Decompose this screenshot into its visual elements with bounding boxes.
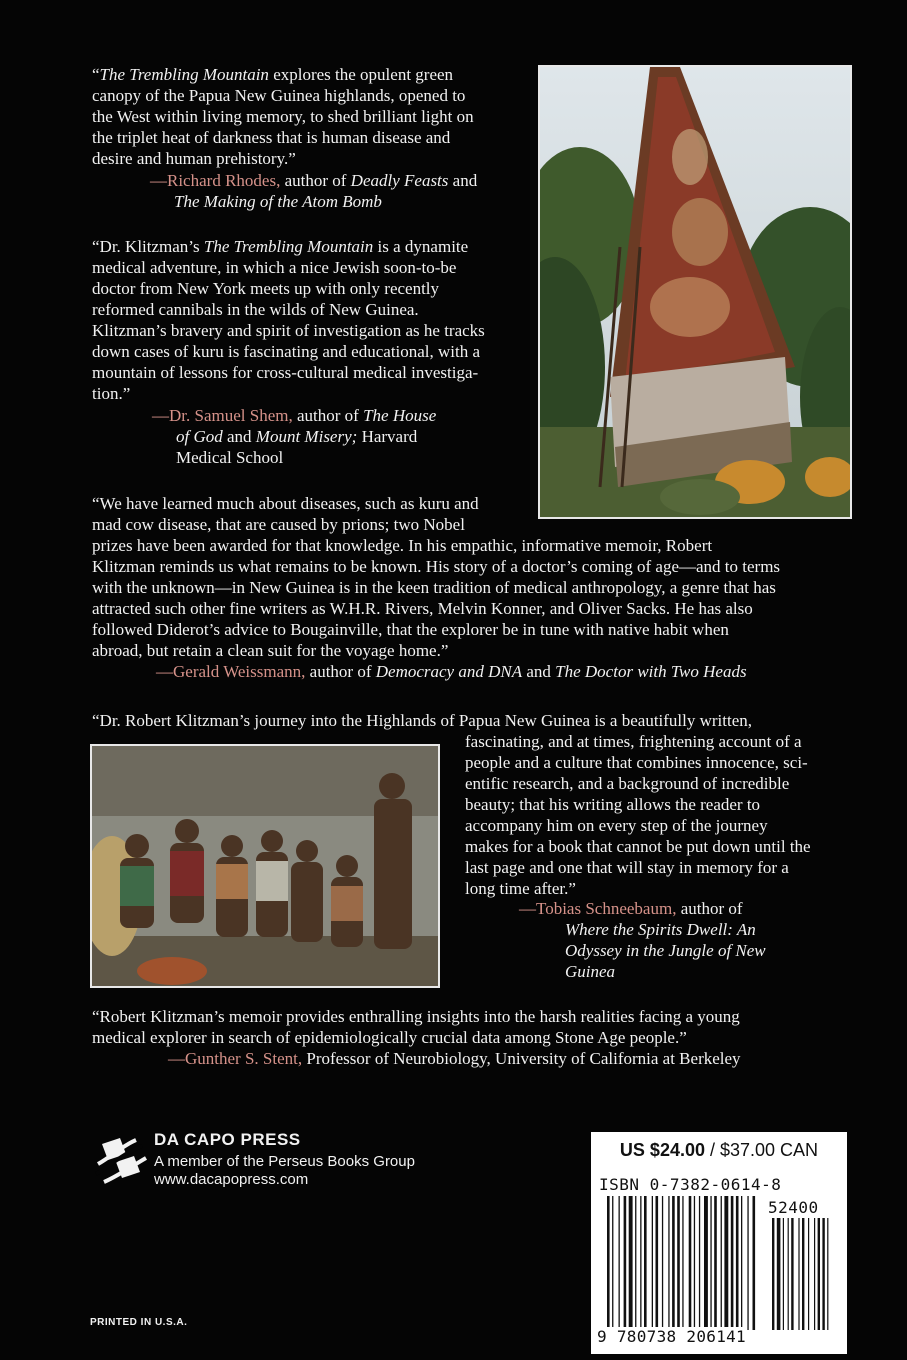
quote-line: “Robert Klitzman’s memoir provides enthralling insights into the harsh realities facing a young [92,1007,740,1026]
quote-line: beauty; that his writing allows the reader to [465,795,761,814]
attribution-name: —Gunther S. Stent, [168,1049,303,1068]
quote-line: fascinating, and at times, frightening account of a [465,732,802,751]
quote-line: entific research, and a background of incredible [465,774,790,793]
quote-weissmann [92,493,524,535]
attribution-stent: —Gunther S. Stent, Professor of Neurobiology, University of California at Berkeley [168,1049,741,1068]
quote-schneebaum-first [92,710,847,731]
quote-line: canopy of the Papua New Guinea highlands, opened to [92,86,466,105]
quote-line: last page and one that will stay in memory for a [465,858,789,877]
quote-line: doctor from New York meets up with only recently [92,279,440,298]
quote-line: “Dr. Robert Klitzman’s journey into the Highlands of Papua New Guinea is a beautifully written, [92,711,753,730]
quote-line: with the unknown—in New Guinea is in the keen tradition of medical anthropology, a genre that has [92,578,776,597]
attribution-name: —Gerald Weissmann, [156,662,306,681]
barcode-number: 9 780738 206141 [597,1327,746,1346]
quote-line: the triplet heat of darkness that is human disease and [92,128,451,147]
printed-in: PRINTED IN U.S.A. [90,1317,188,1328]
quote-line: medical adventure, in which a nice Jewish soon-to-be [92,258,457,277]
quote-line: “The Trembling Mountain explores the opulent green [92,65,454,84]
attribution-weissmann: —Gerald Weissmann, author of Democracy and DNA and The Doctor with Two Heads [156,662,747,681]
quote-line: makes for a book that cannot be put down until the [465,837,811,856]
attribution-name: —Dr. Samuel Shem, [152,406,293,425]
quote-schneebaum [465,731,847,899]
price: US $24.00 / $37.00 CAN [619,1140,819,1160]
quote-weissmann-wide [92,535,847,661]
quote-line: desire and human prehistory.” [92,149,296,168]
quote-line: the West within living memory, to shed brilliant light on [92,107,474,126]
quote-line: abroad, but retain a clean suit for the voyage home.” [92,641,449,660]
quote-shem [92,236,524,404]
quote-line: mad cow disease, that are caused by prions; two Nobel [92,515,465,534]
barcode-addon-number: 52400 [768,1198,819,1217]
quote-line: reformed cannibals in the wilds of New Guinea. [92,300,419,319]
quote-line: Klitzman reminds us what remains to be known. His story of a doctor’s coming of age—and to terms [92,557,781,576]
publisher-member: A member of the Perseus Books Group [154,1153,415,1170]
publisher-name: DA CAPO PRESS [154,1130,301,1149]
quote-line: attracted such other fine writers as W.H.R. Rivers, Melvin Konner, and Oliver Sacks. He has also [92,599,753,618]
attribution-name: —Tobias Schneebaum, [519,899,677,918]
quote-line: “We have learned much about diseases, such as kuru and [92,494,479,513]
quote-line: long time after.” [465,879,576,898]
quote-line: prizes have been awarded for that knowledge. In his empathic, informative memoir, Robert [92,536,713,555]
attribution-rhodes: —Richard Rhodes, author of Deadly Feasts and The Making of the Atom Bomb [150,171,478,211]
isbn-text: ISBN 0-7382-0614-8 [599,1175,782,1194]
quote-line: “Dr. Klitzman’s The Trembling Mountain is a dynamite [92,237,469,256]
da-capo-logo-icon [92,1136,148,1186]
attribution-schneebaum: —Tobias Schneebaum, author of Where the Spirits Dwell: An Odyssey in the Jungle of New Guinea [519,899,766,981]
quote-line: Klitzman’s bravery and spirit of investigation as he tracks [92,321,485,340]
quote-line: people and a culture that combines innocence, sci- [465,753,808,772]
quote-line: followed Diderot’s advice to Bougainville, that the explorer be in tune with native habit when [92,620,729,639]
quote-line: accompany him on every step of the journey [465,816,768,835]
spirit-house-photo [538,65,852,519]
attribution-name: —Richard Rhodes, [150,171,281,190]
quote-line: down cases of kuru is fascinating and educational, with a [92,342,481,361]
quote-line: medical explorer in search of epidemiologically crucial data among Stone Age people.” [92,1028,687,1047]
publisher-url: www.dacapopress.com [154,1171,309,1188]
quote-line: tion.” [92,384,131,403]
attribution-shem: —Dr. Samuel Shem, author of The House of God and Mount Misery; Harvard Medical School [152,406,437,467]
quote-line: mountain of lessons for cross-cultural medical investiga- [92,363,479,382]
quote-stent [92,1006,847,1048]
quote-rhodes [92,64,524,169]
barcode-box [591,1132,847,1354]
children-photo [90,744,440,988]
